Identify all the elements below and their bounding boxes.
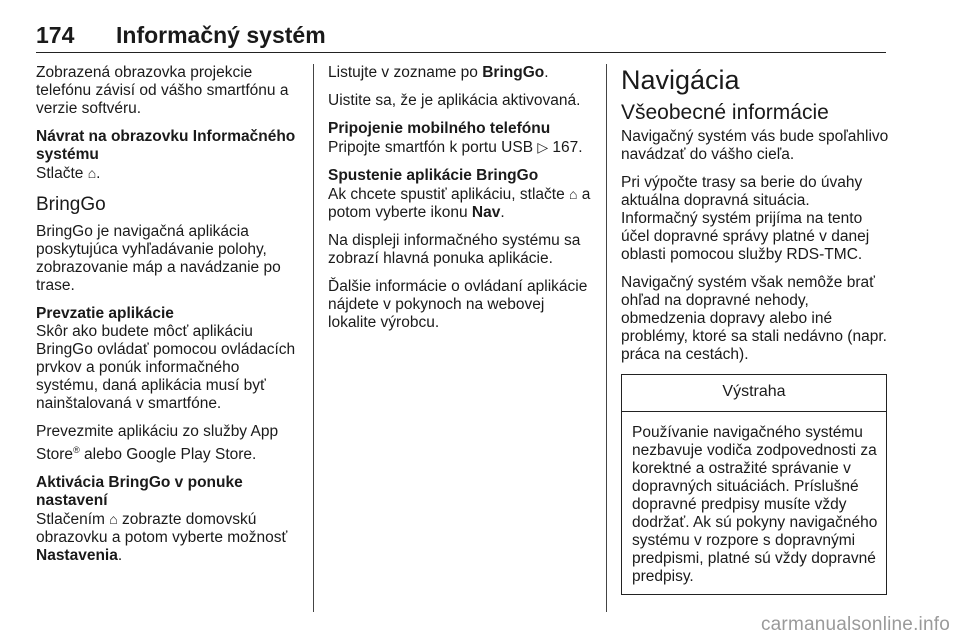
running-title: Informačný systém [116,22,326,48]
nav-paragraph-1: Navigačný systém vás bude spoľahlivo navádzať do vášho cieľa. [621,128,889,163]
column-divider [313,64,314,612]
column-1 [36,64,304,575]
list-paragraph: Listujte v zozname po BringGo. [328,64,549,81]
heading-back-to-home: Návrat na obrazovku Informačného systému [36,128,296,163]
intro-paragraph: Zobrazená obrazovka projekcie telefónu závisí od vášho smartfónu a verzie softvéru. [36,64,289,117]
heading-connect-phone: Pripojenie mobilného telefónu [328,120,551,137]
column-3 [621,64,889,595]
nav-paragraph-3: Navigačný systém však nemôže brať ohľad na dopravné nehody, obmedzenia dopravy alebo iné problémy, ktoré sa stali nedávno (napr. práca na cestách). [621,274,887,363]
download-paragraph-2: Prevezmite aplikáciu zo služby App Store® alebo Google Play Store. [36,423,279,464]
heading-activation: Aktivácia BringGo v ponuke nastavení [36,474,243,510]
page-header [36,22,886,53]
watermark: carmanualsonline.info [760,614,950,635]
bringgo-paragraph: BringGo je navigačná aplikácia poskytujúca vyhľadávanie polohy, zobrazovanie máp a navádzanie po trase. [36,223,281,294]
start-paragraph: Ak chcete spustiť aplikáciu, stlačte ⌂ a potom vyberte ikonu Nav. [328,186,591,221]
heading-bringgo: BringGo [36,194,106,215]
activation-paragraph: Stlačením ⌂ zobrazte domovskú obrazovku a potom vyberte možnosť Nastavenia. [36,511,288,565]
warning-body: Používanie navigačného systému nezbavuje vodiča zodpovednosti za korektné a ostražité správanie v dopravných situáciách. Príslušné dopravné predpisy musíte vždy dodržať. Ak sú pokyny navigačného systému v rozpore s dopravnými predpismi, platné sú vždy dopravné predpisy. [632,424,878,585]
heading-general-info: Všeobecné informácie [621,101,829,124]
back-instruction: Stlačte ⌂. [36,165,101,182]
heading-start-app: Spustenie aplikácie BringGo [328,167,539,184]
more-info-paragraph: Ďalšie informácie o ovládaní aplikácie nájdete v pokynoch na webovej lokalite výrobcu. [328,278,588,331]
home-icon: ⌂ [569,186,578,202]
nav-paragraph-2: Pri výpočte trasy sa berie do úvahy aktuálna dopravná situácia. Informačný systém prijíma na tento účel dopravné správy platné v danej oblasti pomocou služby RDS-TMC. [621,174,870,263]
page-number: 174 [36,22,75,48]
warning-box [621,374,887,595]
heading-navigation: Navigácia [621,65,740,95]
heading-download: Prevzatie aplikácie [36,305,174,322]
home-icon: ⌂ [109,511,118,528]
display-paragraph: Na displeji informačného systému sa zobrazí hlavná ponuka aplikácie. [328,232,581,267]
activated-paragraph: Uistite sa, že je aplikácia aktivovaná. [328,92,581,109]
triangle-reference-icon: ▷ [537,139,549,155]
column-2 [328,64,596,342]
home-icon: ⌂ [87,165,97,181]
connect-paragraph: Pripojte smartfón k portu USB ▷ 167. [328,139,583,156]
column-divider [606,64,607,612]
warning-title: Výstraha [622,375,886,412]
download-paragraph-1: Skôr ako budete môcť aplikáciu BringGo ovládať pomocou ovládacích prvkov a ponúk informačného systému, daná aplikácia musí byť nainštalovaná v smartfóne. [36,323,296,412]
